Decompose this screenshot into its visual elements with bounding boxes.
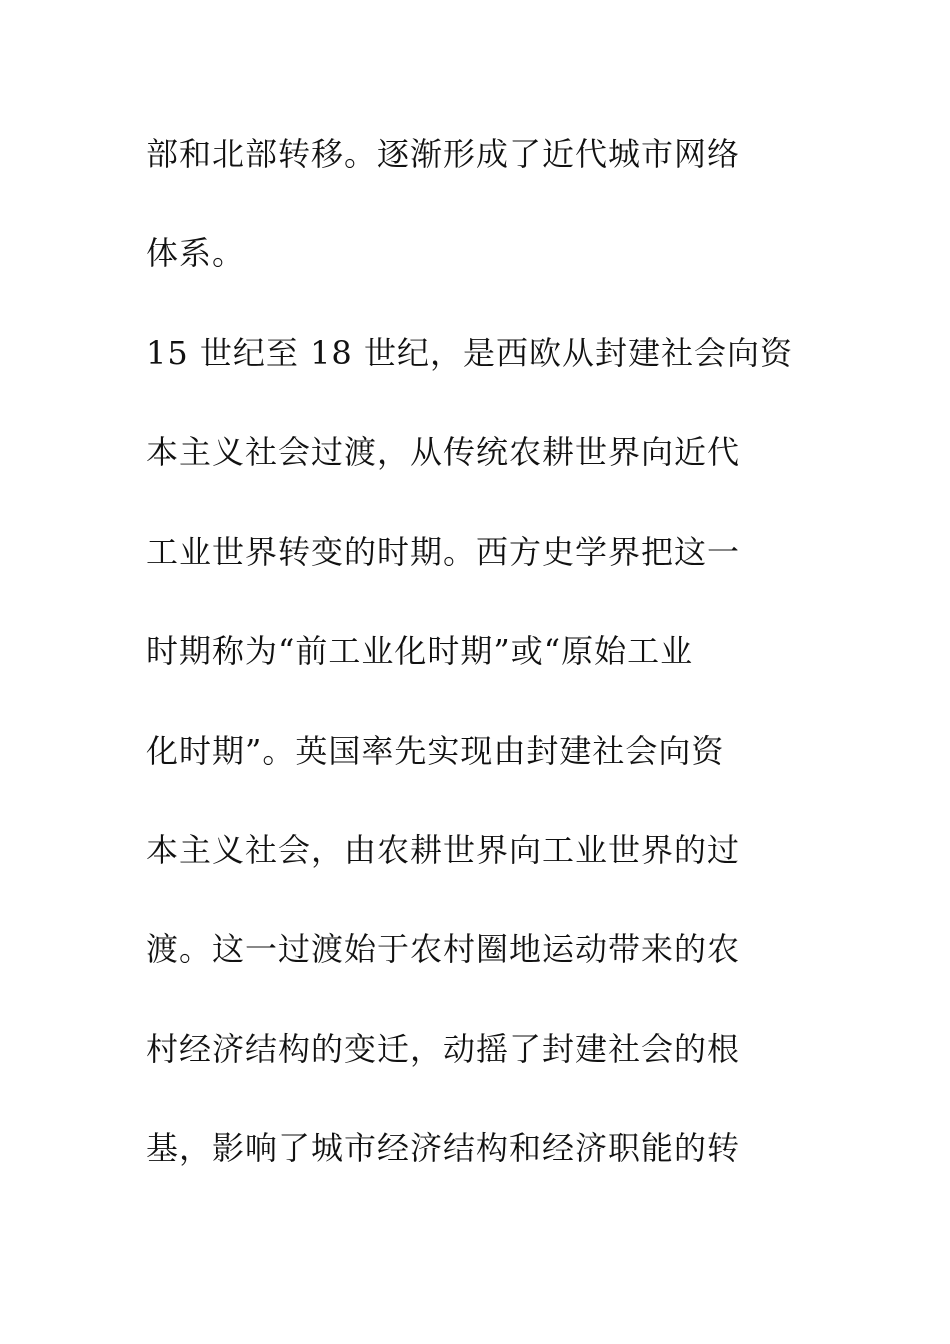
text-line: 渡。这一过渡始于农村圈地运动带来的农 [146,930,741,968]
text-line: 本主义社会过渡，从传统农耕世界向近代 [146,433,741,471]
text-line: 工业世界转变的时期。西方史学界把这一 [146,533,741,571]
text-line: 村经济结构的变迁，动摇了封建社会的根 [146,1030,741,1068]
text-line: 化时期”。英国率先实现由封建社会向资 [146,732,725,770]
text-line: 体系。 [146,234,246,272]
text-line: 15 世纪至 18 世纪，是西欧从封建社会向资 [146,334,793,372]
text-line: 本主义社会，由农耕世界向工业世界的过 [146,831,741,869]
text-line: 部和北部转移。逐渐形成了近代城市网络 [146,135,741,173]
text-line: 时期称为“前工业化时期”或“原始工业 [146,632,694,670]
text-line: 基，影响了城市经济结构和经济职能的转 [146,1129,741,1167]
